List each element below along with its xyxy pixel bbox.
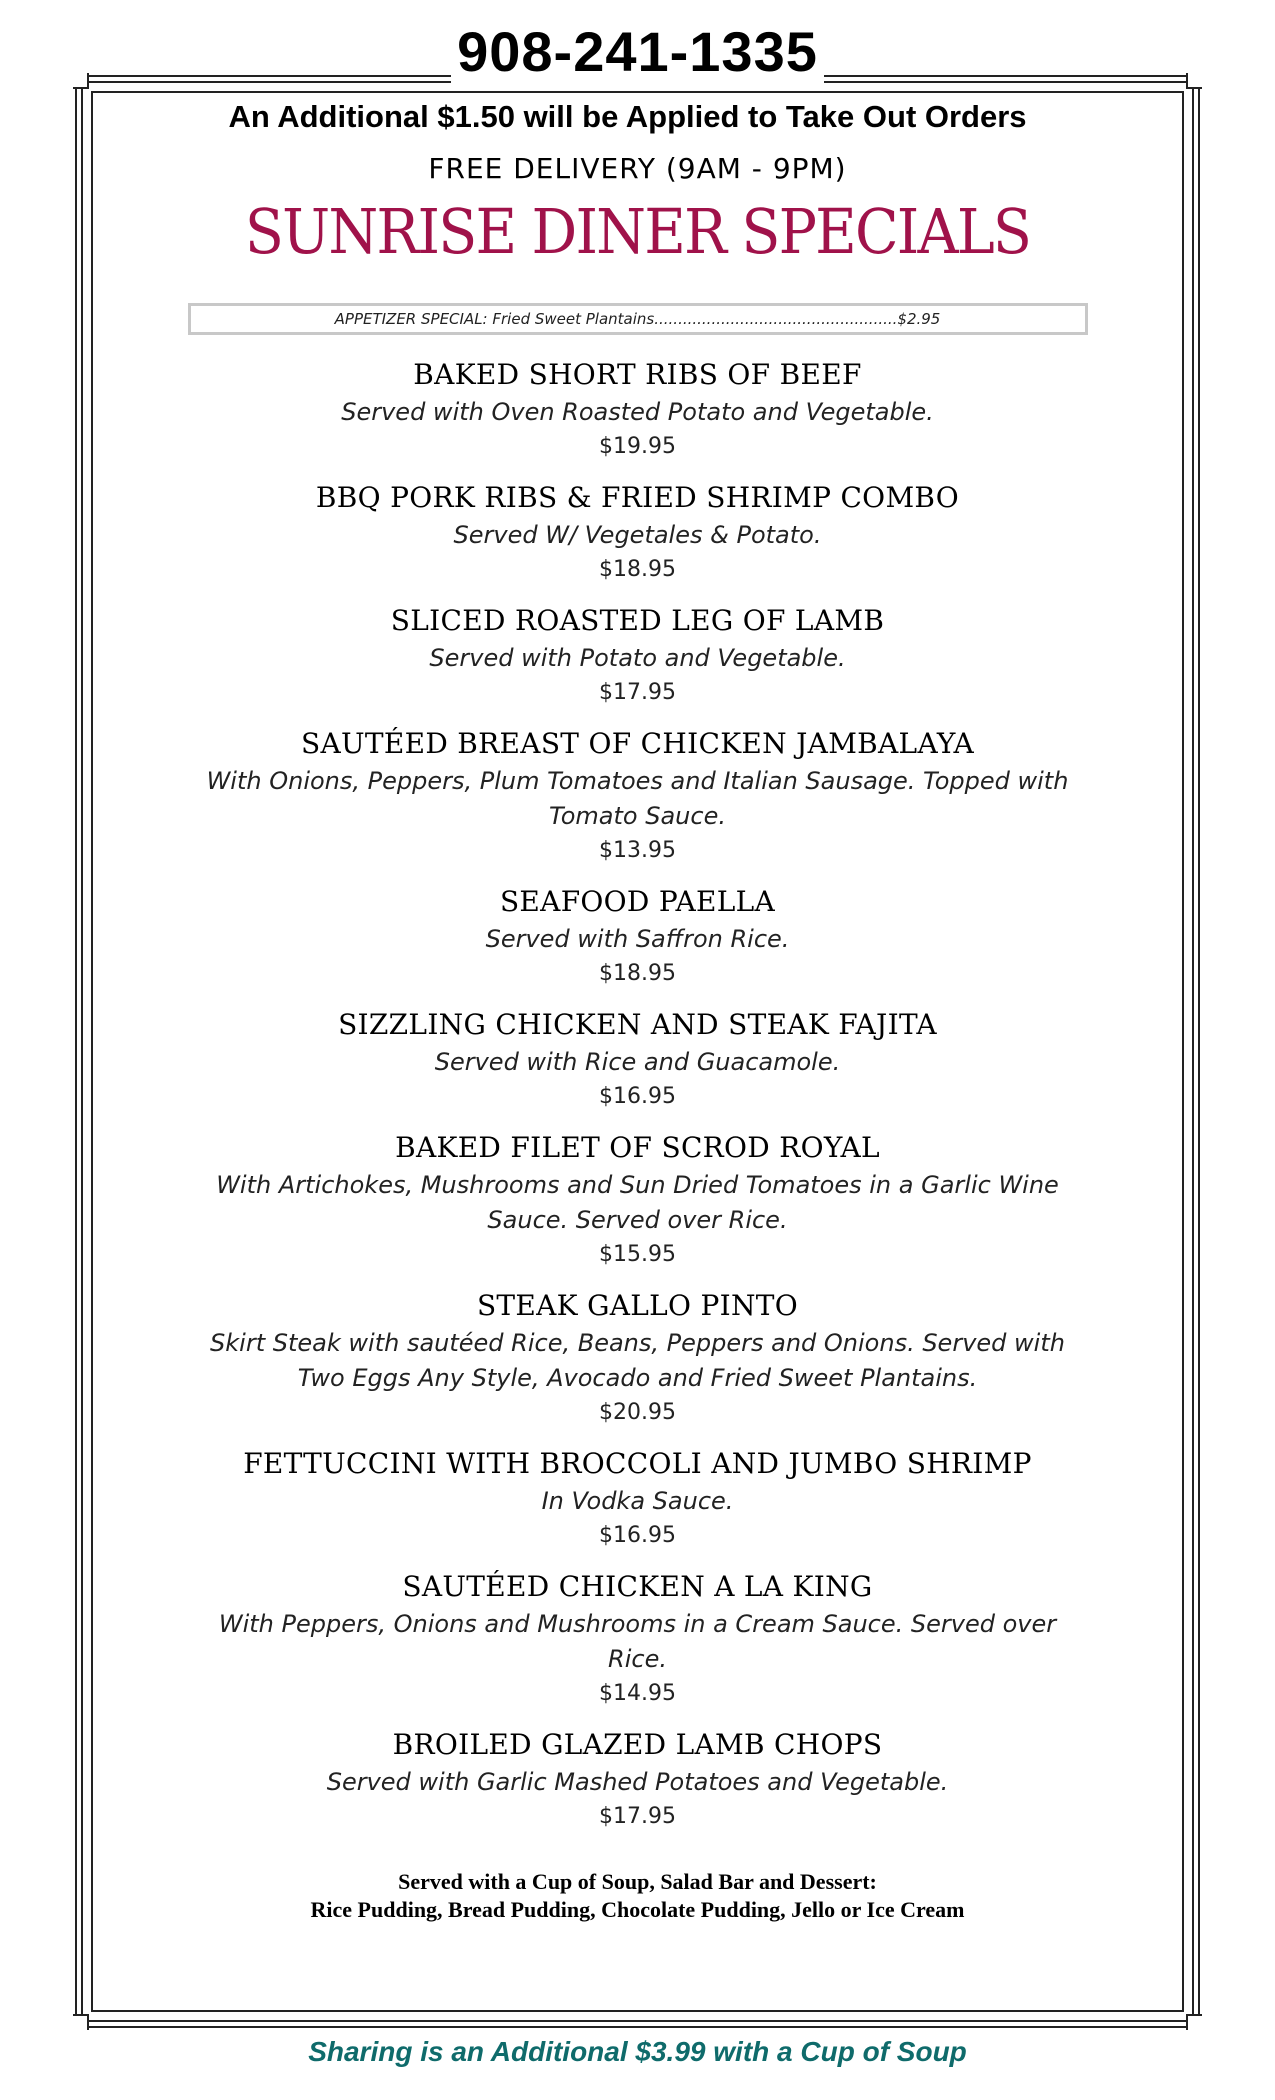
menu-content — [100, 95, 1175, 1924]
frame-corner-bottom-right — [1186, 2014, 1202, 2030]
menu-item-description: In Vodka Sauce. — [541, 1487, 734, 1515]
menu-item-description: Served with Potato and Vegetable. — [429, 644, 846, 672]
menu-item-price: $19.95 — [599, 434, 676, 459]
menu-item — [100, 1286, 1175, 1430]
menu-title: SUNRISE DINER SPECIALS — [244, 195, 1031, 268]
menu-item — [100, 1567, 1175, 1711]
menu-item-name: BAKED SHORT RIBS OF BEEF — [413, 358, 862, 391]
served-with-line-2: Rice Pudding, Bread Pudding, Chocolate Pudding, Jello or Ice Cream — [310, 1897, 965, 1922]
menu-item-name: FETTUCCINI WITH BROCCOLI AND JUMBO SHRIMP — [243, 1447, 1032, 1480]
menu-list — [100, 355, 1175, 1834]
menu-item — [100, 882, 1175, 991]
phone-number — [0, 22, 1275, 82]
menu-item-name: STEAK GALLO PINTO — [476, 1289, 799, 1322]
takeout-notice: An Additional $1.50 will be Applied to Take Out Orders — [228, 99, 1027, 134]
menu-item — [100, 355, 1175, 464]
menu-item-price: $15.95 — [599, 1242, 676, 1267]
menu-item-name: SEAFOOD PAELLA — [499, 885, 776, 918]
menu-item — [100, 1005, 1175, 1114]
menu-item — [100, 601, 1175, 710]
menu-item — [100, 1128, 1175, 1272]
menu-item-price: $16.95 — [599, 1084, 676, 1109]
menu-item — [100, 1725, 1175, 1834]
menu-item-description: With Onions, Peppers, Plum Tomatoes and Italian Sausage. Topped with Tomato Sauce. — [206, 767, 1069, 830]
menu-item-price: $16.95 — [599, 1523, 676, 1548]
menu-item-price: $13.95 — [599, 838, 676, 863]
menu-item-description: With Peppers, Onions and Mushrooms in a Cream Sauce. Served over Rice. — [218, 1610, 1057, 1673]
menu-item — [100, 478, 1175, 587]
sharing-notice: Sharing is an Additional $3.99 with a Cup of Soup — [308, 2036, 967, 2067]
menu-item — [100, 724, 1175, 868]
menu-item-name: BBQ PORK RIBS & FRIED SHRIMP COMBO — [315, 481, 960, 514]
menu-item-description: Served with Garlic Mashed Potatoes and Vegetable. — [326, 1768, 949, 1796]
menu-item-price: $17.95 — [599, 1804, 676, 1829]
menu-item-name: SAUTÉED CHICKEN A LA KING — [402, 1570, 873, 1603]
menu-item-name: BAKED FILET OF SCROD ROYAL — [395, 1131, 880, 1164]
menu-item-price: $18.95 — [599, 961, 676, 986]
menu-item-name: SIZZLING CHICKEN AND STEAK FAJITA — [338, 1008, 937, 1041]
menu-item-name: SLICED ROASTED LEG OF LAMB — [390, 604, 885, 637]
menu-item-description: Served with Saffron Rice. — [485, 925, 790, 953]
menu-item-description: Served with Rice and Guacamole. — [434, 1048, 841, 1076]
menu-item-price: $14.95 — [599, 1681, 676, 1706]
menu-item-price: $17.95 — [599, 680, 676, 705]
menu-item-price: $18.95 — [599, 557, 676, 582]
menu-item-description: Served W/ Vegetales & Potato. — [453, 521, 822, 549]
delivery-notice: FREE DELIVERY (9AM - 9PM) — [428, 152, 847, 185]
menu-item-description: With Artichokes, Mushrooms and Sun Dried Tomatoes in a Garlic Wine Sauce. Served over Rice. — [216, 1171, 1059, 1234]
frame-corner-bottom-left — [73, 2014, 89, 2030]
menu-item-description: Served with Oven Roasted Potato and Vegetable. — [341, 398, 934, 426]
appetizer-special: APPETIZER SPECIAL: Fried Sweet Plantains...................................................$2.95 — [188, 303, 1088, 335]
menu-item-name: BROILED GLAZED LAMB CHOPS — [392, 1728, 883, 1761]
menu-item-name: SAUTÉED BREAST OF CHICKEN JAMBALAYA — [301, 727, 974, 760]
served-with-note — [100, 1868, 1175, 1924]
menu-item-description: Skirt Steak with sautéed Rice, Beans, Peppers and Onions. Served with Two Eggs Any Style, Avocado and Fried Sweet Plantains. — [210, 1329, 1065, 1392]
served-with-line-1: Served with a Cup of Soup, Salad Bar and Dessert: — [398, 1869, 877, 1894]
phone-number-text: 908-241-1335 — [451, 20, 824, 83]
menu-item-price: $20.95 — [599, 1400, 676, 1425]
menu-item — [100, 1444, 1175, 1553]
